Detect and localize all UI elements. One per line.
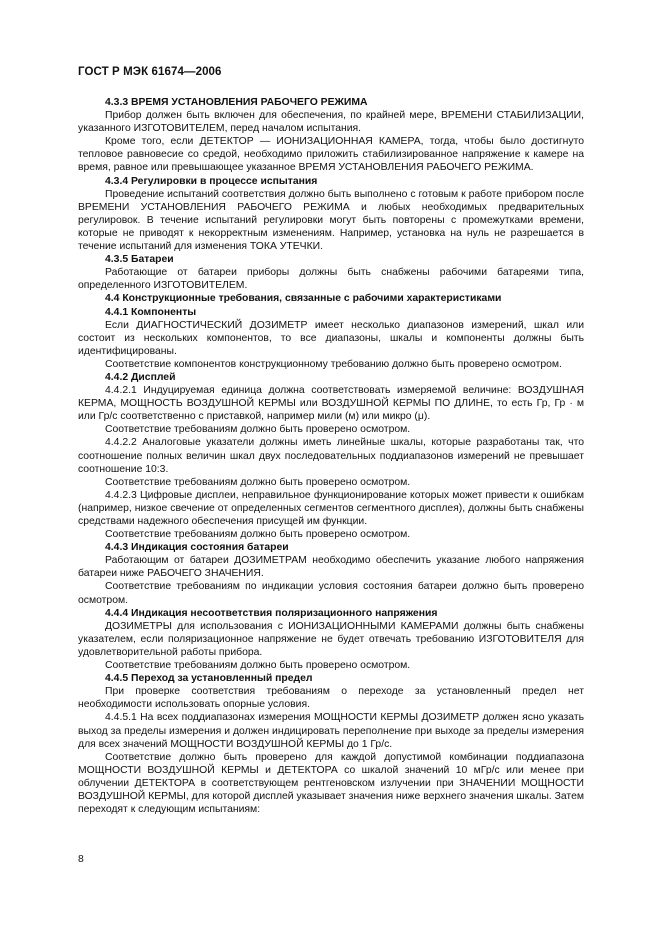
paragraph: Соответствие требованиям должно быть проверено осмотром. xyxy=(105,529,411,541)
paragraph: 4.4.2.1 Индуцируемая единица должна соответствовать измеряемой величине: ВОЗДУШНАЯ КЕРМА, МОЩНОСТЬ ВОЗДУШНОЙ КЕРМЫ или ВОЗДУШНОЙ КЕРМЫ ПО ДЛИНЕ, то есть Гр, Гр · м или Гр/с соответственно с приставкой, например мили (м) или микро (μ). xyxy=(78,385,584,423)
paragraph: 4.4.2.2 Аналоговые указатели должны иметь линейные шкалы, которые разработаны так, что соотношение полных величин шкал двух последовательных поддиапазонов измерений не превышает соотношение 10:3. xyxy=(78,437,584,475)
section-heading: 4.4.1 Компоненты xyxy=(105,306,197,318)
paragraph: Прибор должен быть включен для обеспечения, по крайней мере, ВРЕМЕНИ СТАБИЛИЗАЦИИ, указанного ИЗГОТОВИТЕЛЕМ, перед началом испытания. xyxy=(78,110,584,135)
paragraph: Соответствие компонентов конструкционному требованию должно быть проверено осмотром. xyxy=(105,358,562,370)
paragraph: Соответствие требованиям должно быть проверено осмотром. xyxy=(105,424,411,436)
paragraph: Если ДИАГНОСТИЧЕСКИЙ ДОЗИМЕТР имеет несколько диапазонов измерений, шкал или состоит из нескольких компонентов, то все диапазоны, шкалы и компоненты должны быть идентифицированы. xyxy=(78,319,584,357)
paragraph: Кроме того, если ДЕТЕКТОР — ИОНИЗАЦИОННАЯ КАМЕРА, тогда, чтобы было достигнуто тепловое равновесие со средой, необходимо приложить стабилизированное напряжение к камере на время, равное или превышающее указанное ВРЕМЯ УСТАНОВЛЕНИЯ РАБОЧЕГО РЕЖИМА. xyxy=(78,136,584,174)
paragraph: Проведение испытаний соответствия должно быть выполнено с готовым к работе прибором после ВРЕМЕНИ УСТАНОВЛЕНИЯ РАБОЧЕГО РЕЖИМА и любых необходимых предварительных регулировок. В течение испытаний регулировки могут быть повторены с промежутками времени, которые не приводят к некорректным изменениям. Например, установка на нуль не разрешается в течение испытаний для изменения ТОКА УТЕЧКИ. xyxy=(78,188,584,253)
paragraph: Соответствие должно быть проверено для каждой допустимой комбинации поддиапазона МОЩНОСТИ ВОЗДУШНОЙ КЕРМЫ и ДЕТЕКТОРА со шкалой значений 10 мГр/с или менее при облучении ДЕТЕКТОРА в соответствующем рентгеновском излучении при ЗНАЧЕНИИ МОЩНОСТИ ВОЗДУШНОЙ КЕРМЫ, для которой дисплей указывает значения ниже верхнего значения шкалы. Затем переходят к следующим испытаниям: xyxy=(78,751,584,816)
paragraph: При проверке соответствия требованиям о переходе за установленный предел нет необходимости использовать опорные условия. xyxy=(78,686,584,711)
paragraph: Работающие от батареи приборы должны быть снабжены рабочими батареями типа, определенного ИЗГОТОВИТЕЛЕМ. xyxy=(78,267,584,292)
paragraph: Соответствие требованиям по индикации условия состояния батареи должно быть проверено осмотром. xyxy=(78,581,584,606)
section-heading: 4.4.2 Дисплей xyxy=(105,371,176,383)
section-heading: 4.4.4 Индикация несоответствия поляризационного напряжения xyxy=(105,607,438,619)
paragraph: Соответствие требованиям должно быть проверено осмотром. xyxy=(105,476,411,488)
paragraph: 4.4.5.1 На всех поддиапазонах измерения МОЩНОСТИ КЕРМЫ ДОЗИМЕТР должен ясно указать выход за пределы измерения и должен индицировать переполнение при выходе за пределы измерения для всех значений МОЩНОСТИ ВОЗДУШНОЙ КЕРМЫ до 1 Гр/с. xyxy=(78,712,584,750)
document-body xyxy=(78,96,584,816)
paragraph: ДОЗИМЕТРЫ для использования с ИОНИЗАЦИОННЫМИ КАМЕРАМИ должны быть снабжены указателем, если поляризационное напряжение не будет отвечать требованию ИЗГОТОВИТЕЛЯ для удовлетворительной работы прибора. xyxy=(78,620,584,658)
page-number: 8 xyxy=(78,854,84,865)
paragraph: Работающим от батареи ДОЗИМЕТРАМ необходимо обеспечить указание любого напряжения батареи ниже РАБОЧЕГО ЗНАЧЕНИЯ. xyxy=(78,555,584,580)
paragraph: 4.4.2.3 Цифровые дисплеи, неправильное функционирование которых может привести к ошибкам (например, низкое свечение от определенных сегментов сегментного дисплея), должны быть снабжены средствами надежного обеспечения присущей им функции. xyxy=(78,489,584,527)
section-heading: 4.4 Конструкционные требования, связанные с рабочими характеристиками xyxy=(105,293,502,305)
document-header: ГОСТ Р МЭК 61674—2006 xyxy=(78,66,222,78)
paragraph: Соответствие требованиям должно быть проверено осмотром. xyxy=(105,660,411,672)
section-heading: 4.3.5 Батареи xyxy=(105,254,174,266)
section-heading: 4.4.3 Индикация состояния батареи xyxy=(105,542,289,554)
section-heading: 4.4.5 Переход за установленный предел xyxy=(105,673,313,685)
section-heading: 4.3.4 Регулировки в процессе испытания xyxy=(105,175,318,187)
section-heading: 4.3.3 ВРЕМЯ УСТАНОВЛЕНИЯ РАБОЧЕГО РЕЖИМА xyxy=(105,97,368,108)
